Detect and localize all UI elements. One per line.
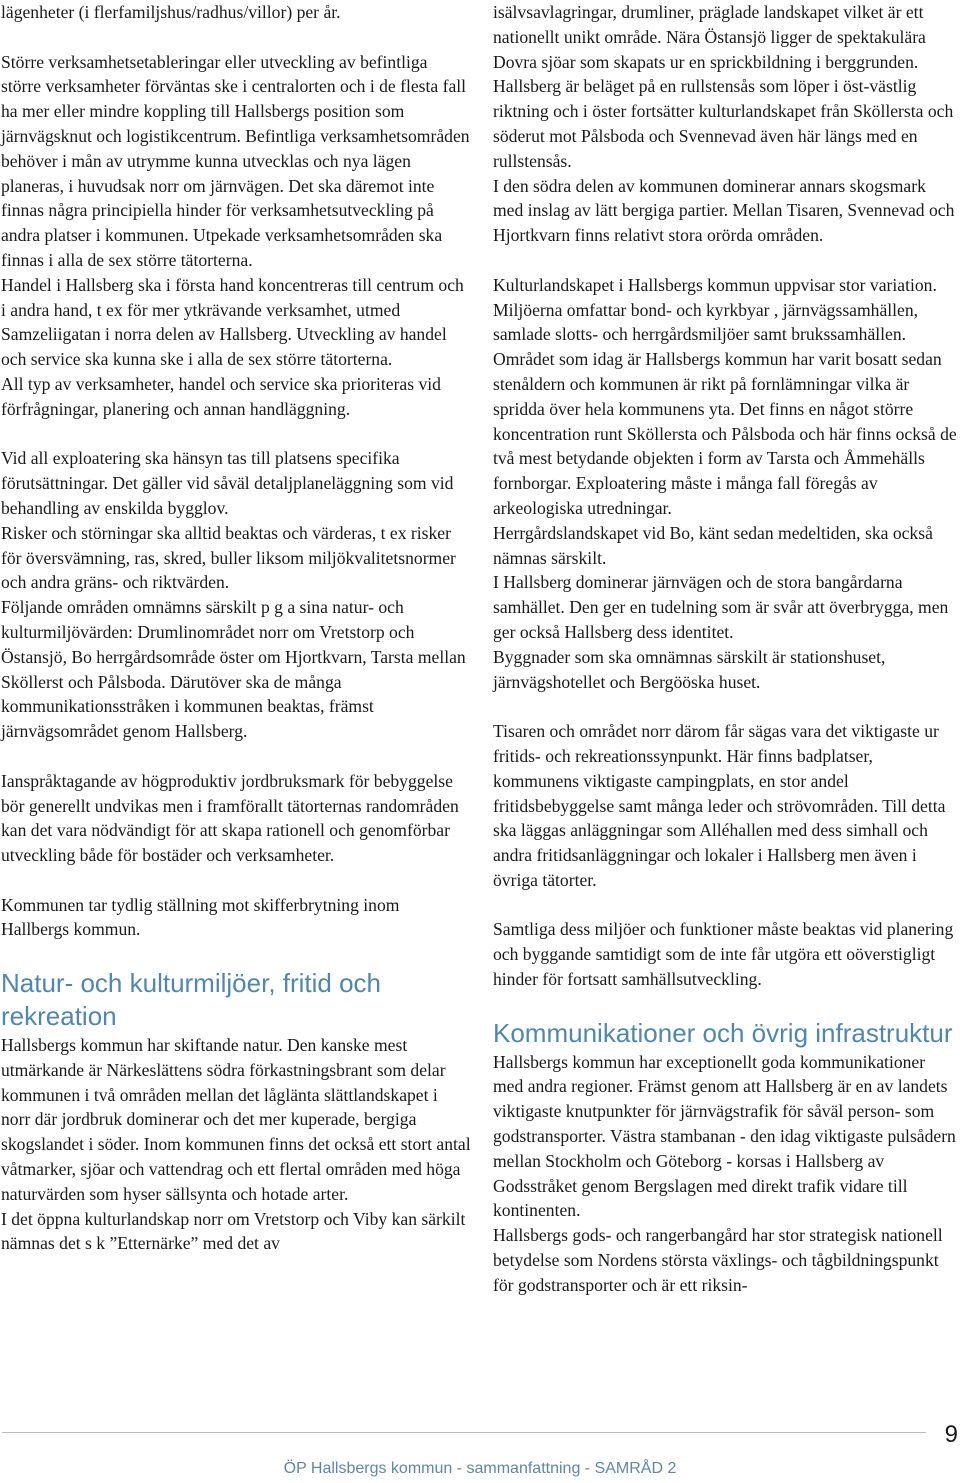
paragraph: I den södra delen av kommunen dominerar annars skogsmark med inslag av lätt bergiga partier. Mellan Tisaren, Svennevad och Hjortkvarn finns relativt stora orörda områden.	[493, 175, 955, 246]
paragraph: Herrgårdslandskapet vid Bo, känt sedan medeltiden, ska också nämnas särskilt.	[493, 522, 933, 568]
paragraph: Samtliga dess miljöer och funktioner måste beaktas vid planering och byggande samtidigt som de inte får utgöra ett oöverstigligt hinder för fortsatt samhällsutveckling.	[493, 919, 954, 990]
paragraph: Hallsbergs kommun har skiftande natur. Den kanske mest utmärkande är Närkeslättens södra förkastningsbrant som delar kommunen i två områden mellan det låglänta slättlandskapet i norr där jordbruk dominerar och det mer kuperade, bergiga skogslandet i söder. Inom kommunen finns det också ett stort antal våtmarker, sjöar och vattendrag och ett flertal områden med höga naturvärden som hyser sällsynta och hotade arter.	[1, 1035, 471, 1204]
paragraph: Större verksamhetsetableringar eller utveckling av befintliga större verksamheter förväntas ske i centralorten och i de flesta fall ha mer eller mindre koppling till Hallsbergs position som järnvägsknut och logistikcentrum. Befintliga verksamhetsområden behöver i mån av utrymme kunna utvecklas och nya lägen planeras, i huvudsak norr om järnvägen. Det ska däremot inte finnas några principiella hinder för verksamhetsutveckling på andra platser i kommunen. Utpekade verksamhetsområden ska finnas i alla de sex större tätorterna.	[1, 51, 470, 270]
section-heading-infrastructure: Kommunikationer och övrig infrastruktur	[493, 1017, 953, 1048]
paragraph: Ianspråktagande av högproduktiv jordbruksmark för bebyggelse bör generellt undvikas men i framförallt tätorternas randområden kan det vara nödvändigt för att skapa rationell och genomförbar utveckling både för bostäder och verksamheter.	[1, 770, 459, 866]
paragraph: Hallsberg är beläget på en rullstensås som löper i öst-västlig riktning och i öster fortsätter kulturlandskapet från Sköllersta och söderut mot Pålsboda och Svennevad även här längs med en rullstensås.	[493, 76, 954, 171]
right-column	[493, 0, 958, 1298]
paragraph: lägenheter (i flerfamiljshus/radhus/villor) per år.	[1, 2, 341, 22]
paragraph: Följande områden omnämns särskilt p g a sina natur- och kulturmiljövärden: Drumlinområdet norr om Vretstorp och Östansjö, Bo herrgårdsområde öster om Hjortkvarn, Tarsta mellan Sköllerst och Pålsboda. Därutöver ska de många kommunikationsstråken i kommunen beaktas, främst järnvägsområdet genom Hallsberg.	[1, 597, 466, 742]
footer-divider	[2, 1432, 926, 1433]
paragraph: Byggnader som ska omnämnas särskilt är stationshuset, järnvägshotellet och Bergööska huset.	[493, 646, 886, 692]
paragraph: Kommunen tar tydlig ställning mot skifferbrytning inom Hallbergs kommun.	[1, 894, 400, 940]
paragraph: Tisaren och området norr därom får sägas vara det viktigaste ur fritids- och rekreationssynpunkt. Här finns badplatser, kommunens viktigaste campingplats, en stor andel fritidsbebyggelse samt många leder och strövområden. Till detta ska läggas anläggningar som Alléhallen med dess simhall och andra fritidsanläggningar och lokaler i Hallsberg men även i övriga tätorter.	[493, 721, 946, 890]
paragraph: Risker och störningar ska alltid beaktas och värderas, t ex risker för översvämning, ras, skred, buller liksom miljökvalitetsnormer och andra gräns- och riktvärden.	[1, 522, 456, 593]
paragraph: I Hallsberg dominerar järnvägen och de stora bangårdarna samhället. Den ger en tudelning som är svår att överbrygga, men ger också Hallsberg dess identitet.	[493, 572, 949, 642]
left-column	[1, 0, 471, 1256]
paragraph: Hallsbergs kommun har exceptionellt goda kommunikationer med andra regioner. Främst genom att Hallsberg är en av landets viktigaste knutpunkter för järnvägstrafik för såväl person- som godstransporter. Västra stambanan - den idag viktigaste pulsådern mellan Stockholm och Göteborg - korsas i Hallsberg av Godsstråket genom Bergslagen med direkt trafik vidare till kontinenten.	[493, 1051, 956, 1221]
paragraph: Hallsbergs gods- och rangerbangård har stor strategisk nationell betydelse som Nordens största växlings- och tågbildningspunkt för godstransporter och är ett riksin-	[493, 1225, 943, 1295]
paragraph: Handel i Hallsberg ska i första hand koncentreras till centrum och i andra hand, t ex för mer ytkrävande verksamhet, utmed Samzeliigatan i norra delen av Hallsberg. Utveckling av handel och service ska kunna ske i alla de sex större tätorterna.	[1, 274, 464, 370]
paragraph: Kulturlandskapet i Hallsbergs kommun uppvisar stor variation. Miljöerna omfattar bond- och kyrkbyar , järnvägssamhällen, samlade slotts- och herrgårdsmiljöer samt brukssamhällen.	[493, 274, 937, 345]
paragraph: Området som idag är Hallsbergs kommun har varit bosatt sedan stenåldern och kommunen är rikt på fornlämningar vilka är spridda över hela kommunens yta. Det finns en något större koncentration runt Sköllersta och Pålsboda och här finns också de två mest betydande objekten i form av Tarsta och Åmmehälls fornborgar. Exploatering måste i många fall föregås av arkeologiska utredningar.	[493, 349, 957, 518]
paragraph: isälvsavlagringar, drumliner, präglade landskapet vilket är ett nationellt unikt område. Nära Östansjö ligger de spektakulära Dovra sjöar som skapats ur en sprickbildning i berggrunden.	[493, 2, 926, 72]
paragraph: Vid all exploatering ska hänsyn tas till platsens specifika förutsättningar. Det gäller vid såväl detaljplaneläggning som vid behandling av enskilda bygglov.	[1, 448, 454, 518]
section-heading-nature: Natur- och kulturmiljöer, fritid och rekreation	[1, 968, 382, 1032]
footer-text: ÖP Hallsbergs kommun - sammanfattning - SAMRÅD 2	[283, 1460, 677, 1477]
page-number: 9	[944, 1421, 958, 1448]
paragraph: I det öppna kulturlandskap norr om Vretstorp och Viby kan särkilt nämnas det s k ”Etternärke” med det av	[1, 1208, 466, 1254]
paragraph: All typ av verksamheter, handel och service ska prioriteras vid förfrågningar, planering och annan handläggning.	[1, 373, 441, 419]
